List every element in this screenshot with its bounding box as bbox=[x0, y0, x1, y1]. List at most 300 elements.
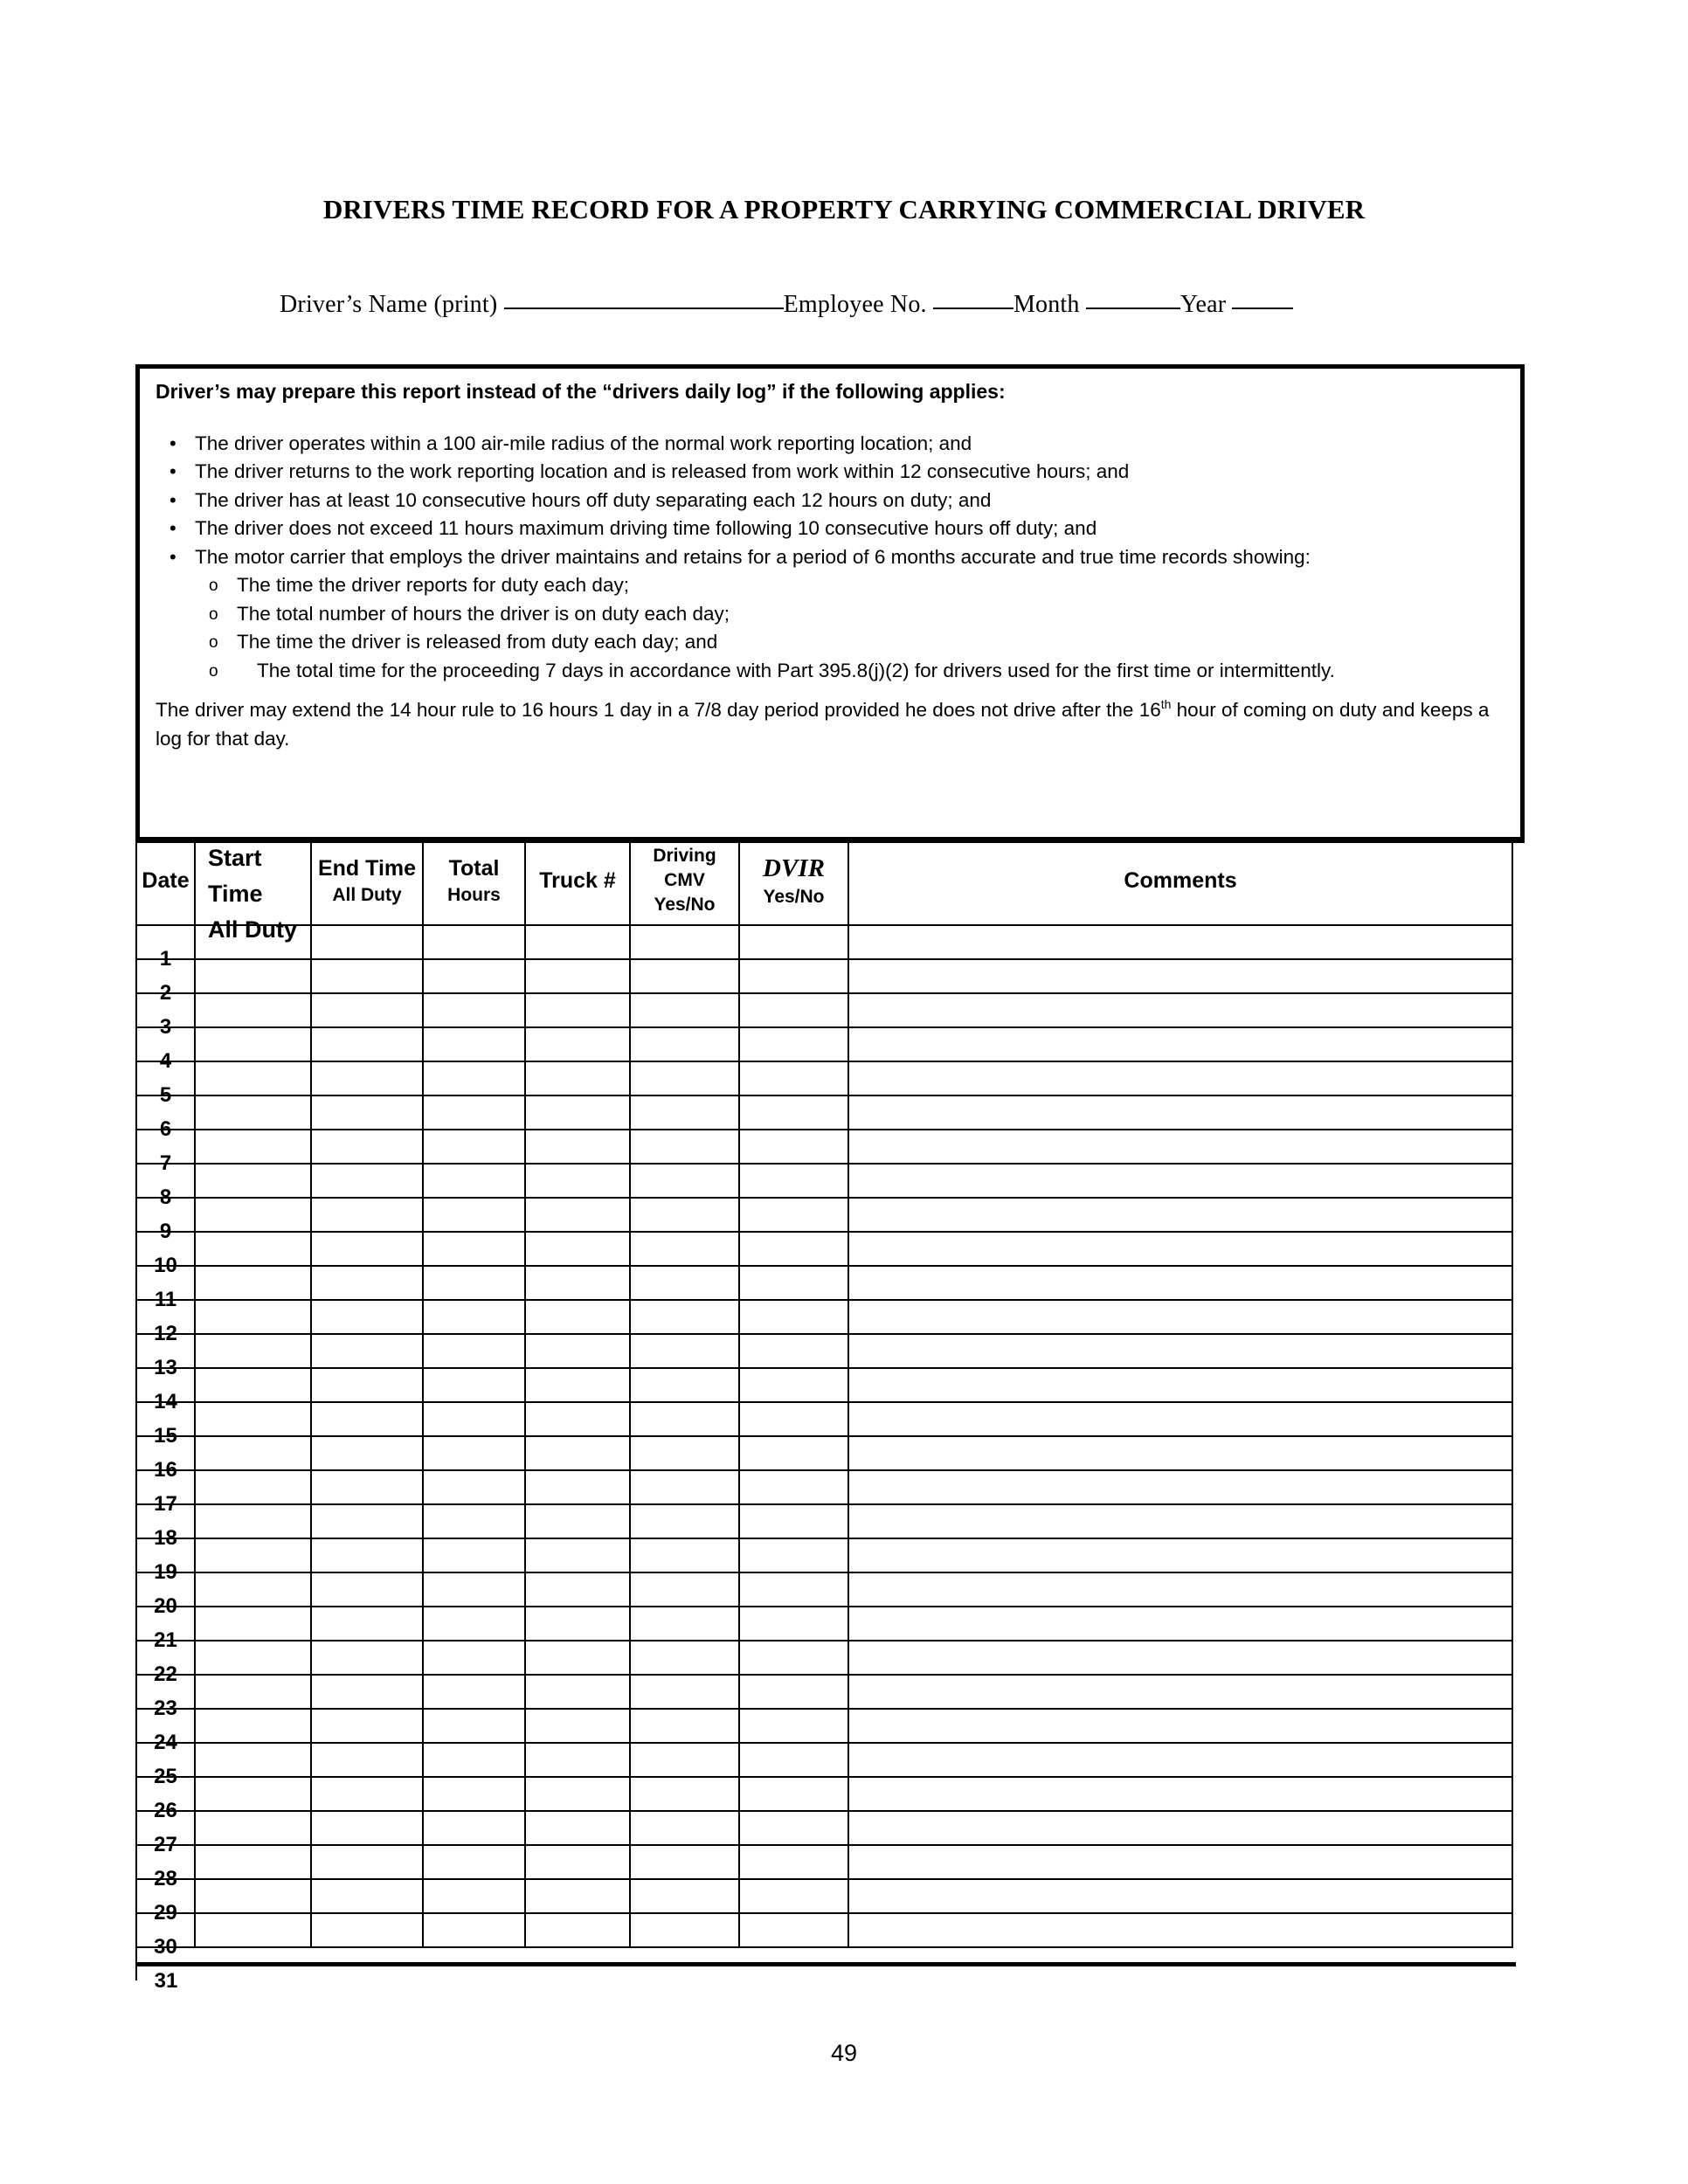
table-row bbox=[136, 1130, 1512, 1164]
cell-driving_cmv[interactable] bbox=[630, 1266, 739, 1300]
cell-comments[interactable] bbox=[848, 1334, 1512, 1368]
rule-bullet-text: The motor carrier that employs the driver maintains and retains for a period of 6 months accurate and true time records showing: bbox=[195, 545, 1311, 568]
cell-total_hours[interactable] bbox=[423, 1607, 525, 1641]
cell-truck[interactable] bbox=[525, 1300, 630, 1334]
cell-truck[interactable] bbox=[525, 1913, 630, 1947]
cell-date[interactable] bbox=[136, 1334, 195, 1379]
cell-dvir[interactable] bbox=[739, 1130, 848, 1164]
cell-start_time[interactable] bbox=[195, 1027, 311, 1061]
date-number: 1 bbox=[159, 947, 172, 971]
cell-comments[interactable] bbox=[848, 1913, 1512, 1947]
cell-comments[interactable] bbox=[848, 1232, 1512, 1266]
cell-date[interactable] bbox=[136, 1572, 195, 1618]
cell-date[interactable] bbox=[136, 1061, 195, 1107]
cell-dvir[interactable] bbox=[739, 1061, 848, 1095]
cell-dvir[interactable] bbox=[739, 1743, 848, 1777]
employee-no-input[interactable] bbox=[933, 288, 1013, 309]
cell-start_time[interactable] bbox=[195, 993, 311, 1027]
cell-comments[interactable] bbox=[848, 1470, 1512, 1504]
cell-start_time[interactable] bbox=[195, 1095, 311, 1130]
cell-end_time[interactable] bbox=[311, 1198, 423, 1232]
cell-start_time[interactable] bbox=[195, 1913, 311, 1947]
cell-dvir[interactable] bbox=[739, 1641, 848, 1675]
cell-driving_cmv[interactable] bbox=[630, 1300, 739, 1334]
cell-driving_cmv[interactable] bbox=[630, 1470, 739, 1504]
cell-comments[interactable] bbox=[848, 1027, 1512, 1061]
cell-total_hours[interactable] bbox=[423, 1845, 525, 1879]
cell-truck[interactable] bbox=[525, 1845, 630, 1879]
total-hours-sublabel: Hours bbox=[447, 884, 501, 905]
cell-comments[interactable] bbox=[848, 1095, 1512, 1130]
cell-start_time[interactable] bbox=[195, 1402, 311, 1436]
cell-total_hours[interactable] bbox=[423, 1913, 525, 1947]
date-number: 13 bbox=[154, 1356, 177, 1379]
cell-comments[interactable] bbox=[848, 1266, 1512, 1300]
cell-driving_cmv[interactable] bbox=[630, 1777, 739, 1811]
cell-comments[interactable] bbox=[848, 1368, 1512, 1402]
cell-end_time[interactable] bbox=[311, 959, 423, 993]
table-row bbox=[136, 1504, 1512, 1538]
cell-comments[interactable] bbox=[848, 1402, 1512, 1436]
cell-total_hours[interactable] bbox=[423, 1777, 525, 1811]
cell-total_hours[interactable] bbox=[423, 1811, 525, 1845]
cell-dvir[interactable] bbox=[739, 1504, 848, 1538]
cell-comments[interactable] bbox=[848, 1538, 1512, 1572]
cell-total_hours[interactable] bbox=[423, 1572, 525, 1607]
cell-comments[interactable] bbox=[848, 1061, 1512, 1095]
cell-comments[interactable] bbox=[848, 959, 1512, 993]
table-row bbox=[136, 1913, 1512, 1947]
cell-total_hours[interactable] bbox=[423, 1300, 525, 1334]
start-label-line3: All Duty bbox=[208, 916, 298, 943]
cell-driving_cmv[interactable] bbox=[630, 1402, 739, 1436]
cell-truck[interactable] bbox=[525, 1607, 630, 1641]
cell-date[interactable] bbox=[136, 1027, 195, 1073]
cell-comments[interactable] bbox=[848, 1198, 1512, 1232]
cell-driving_cmv[interactable] bbox=[630, 1198, 739, 1232]
cell-truck[interactable] bbox=[525, 1777, 630, 1811]
cell-date[interactable] bbox=[136, 1300, 195, 1345]
cell-date[interactable] bbox=[136, 1538, 195, 1584]
rule-bullet-text: The driver has at least 10 consecutive hours off duty separating each 12 hours on duty; and bbox=[195, 488, 992, 511]
cell-dvir[interactable] bbox=[739, 1470, 848, 1504]
cell-end_time[interactable] bbox=[311, 1232, 423, 1266]
cell-total_hours[interactable] bbox=[423, 1061, 525, 1095]
cell-driving_cmv[interactable] bbox=[630, 1164, 739, 1198]
cell-truck[interactable] bbox=[525, 1368, 630, 1402]
cell-comments[interactable] bbox=[848, 1709, 1512, 1743]
cell-end_time[interactable] bbox=[311, 1811, 423, 1845]
date-number: 15 bbox=[154, 1424, 177, 1448]
cell-dvir[interactable] bbox=[739, 1266, 848, 1300]
date-number: 29 bbox=[154, 1901, 177, 1925]
cell-comments[interactable] bbox=[848, 993, 1512, 1027]
table-row bbox=[136, 1095, 1512, 1130]
date-number: 19 bbox=[154, 1560, 177, 1584]
cell-truck[interactable] bbox=[525, 1027, 630, 1061]
rule-bullet-text: The driver operates within a 100 air-mile radius of the normal work reporting location; and bbox=[195, 432, 972, 454]
closing-paragraph-part2: hour of coming on duty and keeps a log for that day. bbox=[156, 699, 1490, 750]
cell-total_hours[interactable] bbox=[423, 1095, 525, 1130]
cell-total_hours[interactable] bbox=[423, 1130, 525, 1164]
cell-driving_cmv[interactable] bbox=[630, 1538, 739, 1572]
circle-marker-icon: o bbox=[209, 661, 218, 681]
cell-comments[interactable] bbox=[848, 1743, 1512, 1777]
cell-date[interactable] bbox=[136, 1675, 195, 1720]
cell-date[interactable] bbox=[136, 959, 195, 1005]
cell-total_hours[interactable] bbox=[423, 1470, 525, 1504]
cell-total_hours[interactable] bbox=[423, 1368, 525, 1402]
cell-date[interactable] bbox=[136, 1913, 195, 1959]
cell-start_time[interactable] bbox=[195, 1470, 311, 1504]
rule-bullet-item bbox=[156, 430, 1510, 459]
cell-driving_cmv[interactable] bbox=[630, 1675, 739, 1709]
cell-total_hours[interactable] bbox=[423, 1538, 525, 1572]
cell-dvir[interactable] bbox=[739, 1709, 848, 1743]
cell-start_time[interactable] bbox=[195, 1675, 311, 1709]
cell-dvir[interactable] bbox=[739, 1027, 848, 1061]
cell-start_time[interactable] bbox=[195, 959, 311, 993]
cell-start_time[interactable] bbox=[195, 1845, 311, 1879]
cell-end_time[interactable] bbox=[311, 1095, 423, 1130]
cell-end_time[interactable] bbox=[311, 1777, 423, 1811]
cell-start_time[interactable] bbox=[195, 1300, 311, 1334]
cell-dvir[interactable] bbox=[739, 1777, 848, 1811]
cell-truck[interactable] bbox=[525, 1811, 630, 1845]
cell-driving_cmv[interactable] bbox=[630, 1845, 739, 1879]
cell-truck[interactable] bbox=[525, 1130, 630, 1164]
cell-truck[interactable] bbox=[525, 1402, 630, 1436]
cell-total_hours[interactable] bbox=[423, 1709, 525, 1743]
cell-driving_cmv[interactable] bbox=[630, 1232, 739, 1266]
cell-end_time[interactable] bbox=[311, 925, 423, 959]
cell-start_time[interactable] bbox=[195, 1198, 311, 1232]
cell-date[interactable] bbox=[136, 1777, 195, 1822]
cell-date[interactable] bbox=[136, 1607, 195, 1652]
cell-date[interactable] bbox=[136, 1709, 195, 1754]
cell-comments[interactable] bbox=[848, 1504, 1512, 1538]
table-row bbox=[136, 1470, 1512, 1504]
cell-truck[interactable] bbox=[525, 959, 630, 993]
cell-dvir[interactable] bbox=[739, 1811, 848, 1845]
end-time-label: End Time bbox=[317, 855, 417, 881]
rules-sub-bullet-list bbox=[195, 571, 1510, 685]
cell-truck[interactable] bbox=[525, 1334, 630, 1368]
cell-driving_cmv[interactable] bbox=[630, 1913, 739, 1947]
cell-driving_cmv[interactable] bbox=[630, 1607, 739, 1641]
cell-truck[interactable] bbox=[525, 1232, 630, 1266]
cell-dvir[interactable] bbox=[739, 1436, 848, 1470]
cell-end_time[interactable] bbox=[311, 1913, 423, 1947]
cell-end_time[interactable] bbox=[311, 1743, 423, 1777]
cell-start_time[interactable] bbox=[195, 1130, 311, 1164]
cell-total_hours[interactable] bbox=[423, 1164, 525, 1198]
rule-sub-bullet-item bbox=[195, 600, 1510, 629]
date-number: 28 bbox=[154, 1867, 177, 1890]
cell-dvir[interactable] bbox=[739, 1232, 848, 1266]
ordinal-suffix: th bbox=[1160, 697, 1172, 712]
date-number: 31 bbox=[154, 1969, 178, 1993]
cell-dvir[interactable] bbox=[739, 1845, 848, 1879]
cell-date[interactable] bbox=[136, 1845, 195, 1890]
table-row bbox=[136, 1334, 1512, 1368]
cell-driving_cmv[interactable] bbox=[630, 1641, 739, 1675]
cell-dvir[interactable] bbox=[739, 1572, 848, 1607]
cell-total_hours[interactable] bbox=[423, 925, 525, 959]
cell-dvir[interactable] bbox=[739, 1538, 848, 1572]
rule-sub-bullet-text: The time the driver is released from duty each day; and bbox=[237, 631, 718, 653]
cell-comments[interactable] bbox=[848, 1845, 1512, 1879]
date-number: 30 bbox=[154, 1935, 177, 1959]
cell-dvir[interactable] bbox=[739, 1913, 848, 1947]
cell-dvir[interactable] bbox=[739, 1198, 848, 1232]
cell-total_hours[interactable] bbox=[423, 1436, 525, 1470]
cell-truck[interactable] bbox=[525, 1743, 630, 1777]
cell-total_hours[interactable] bbox=[423, 993, 525, 1027]
cell-dvir[interactable] bbox=[739, 1368, 848, 1402]
cell-end_time[interactable] bbox=[311, 1130, 423, 1164]
column-header-date-label: Date bbox=[142, 867, 190, 893]
cell-end_time[interactable] bbox=[311, 1061, 423, 1095]
cell-end_time[interactable] bbox=[311, 1334, 423, 1368]
cell-driving_cmv[interactable] bbox=[630, 1027, 739, 1061]
cell-date[interactable] bbox=[136, 1198, 195, 1243]
cell-date[interactable] bbox=[136, 1811, 195, 1856]
cell-end_time[interactable] bbox=[311, 1675, 423, 1709]
cell-truck[interactable] bbox=[525, 1538, 630, 1572]
cell-driving_cmv[interactable] bbox=[630, 1061, 739, 1095]
date-number: 12 bbox=[154, 1322, 177, 1345]
cell-dvir[interactable] bbox=[739, 1095, 848, 1130]
cell-dvir[interactable] bbox=[739, 993, 848, 1027]
cell-date[interactable] bbox=[136, 1436, 195, 1482]
cell-driving_cmv[interactable] bbox=[630, 1368, 739, 1402]
cell-end_time[interactable] bbox=[311, 1607, 423, 1641]
cell-comments[interactable] bbox=[848, 1675, 1512, 1709]
cell-truck[interactable] bbox=[525, 1675, 630, 1709]
cell-comments[interactable] bbox=[848, 1811, 1512, 1845]
cell-comments[interactable] bbox=[848, 1164, 1512, 1198]
cell-end_time[interactable] bbox=[311, 1641, 423, 1675]
rule-sub-bullet-item bbox=[195, 657, 1510, 686]
date-number: 7 bbox=[159, 1151, 172, 1175]
cell-date[interactable] bbox=[136, 1095, 195, 1141]
cell-comments[interactable] bbox=[848, 1130, 1512, 1164]
cell-date[interactable] bbox=[136, 1879, 195, 1925]
cell-end_time[interactable] bbox=[311, 1504, 423, 1538]
rule-sub-bullet-text: The time the driver reports for duty each day; bbox=[237, 574, 629, 597]
cell-end_time[interactable] bbox=[311, 1368, 423, 1402]
cell-truck[interactable] bbox=[525, 1641, 630, 1675]
cell-start_time[interactable] bbox=[195, 1811, 311, 1845]
cell-start_time[interactable] bbox=[195, 1504, 311, 1538]
cell-start_time[interactable] bbox=[195, 1436, 311, 1470]
cell-date[interactable] bbox=[136, 1470, 195, 1516]
date-number: 25 bbox=[154, 1765, 177, 1788]
cell-total_hours[interactable] bbox=[423, 1232, 525, 1266]
cell-end_time[interactable] bbox=[311, 1300, 423, 1334]
cell-dvir[interactable] bbox=[739, 1675, 848, 1709]
table-row bbox=[136, 925, 1512, 959]
cell-dvir[interactable] bbox=[739, 1879, 848, 1913]
cell-end_time[interactable] bbox=[311, 993, 423, 1027]
rule-bullet-text: The driver returns to the work reporting location and is released from work within 12 consecutive hours; and bbox=[195, 460, 1130, 483]
cell-end_time[interactable] bbox=[311, 1027, 423, 1061]
cell-dvir[interactable] bbox=[739, 1334, 848, 1368]
date-number: 21 bbox=[154, 1628, 177, 1652]
table-row bbox=[136, 1879, 1512, 1913]
cell-truck[interactable] bbox=[525, 993, 630, 1027]
cell-total_hours[interactable] bbox=[423, 1027, 525, 1061]
cell-dvir[interactable] bbox=[739, 1164, 848, 1198]
table-last-row-left-edge bbox=[135, 1930, 137, 1962]
cell-start_time[interactable] bbox=[195, 1572, 311, 1607]
dvir-sublabel: Yes/No bbox=[763, 887, 825, 908]
cell-end_time[interactable] bbox=[311, 1845, 423, 1879]
cell-truck[interactable] bbox=[525, 1266, 630, 1300]
cell-comments[interactable] bbox=[848, 1777, 1512, 1811]
driver-name-input[interactable] bbox=[504, 288, 784, 309]
cell-driving_cmv[interactable] bbox=[630, 1436, 739, 1470]
table-row bbox=[136, 1232, 1512, 1266]
table-row bbox=[136, 1198, 1512, 1232]
cell-end_time[interactable] bbox=[311, 1538, 423, 1572]
cell-start_time[interactable] bbox=[195, 1164, 311, 1198]
cell-truck[interactable] bbox=[525, 1572, 630, 1607]
cell-date[interactable] bbox=[136, 1641, 195, 1686]
cell-total_hours[interactable] bbox=[423, 1402, 525, 1436]
cell-end_time[interactable] bbox=[311, 1436, 423, 1470]
cell-comments[interactable] bbox=[848, 1879, 1512, 1913]
cell-dvir[interactable] bbox=[739, 1300, 848, 1334]
table-row bbox=[136, 993, 1512, 1027]
cell-comments[interactable] bbox=[848, 925, 1512, 959]
date-number: 17 bbox=[154, 1492, 177, 1516]
cell-end_time[interactable] bbox=[311, 1470, 423, 1504]
cell-comments[interactable] bbox=[848, 1641, 1512, 1675]
cell-comments[interactable] bbox=[848, 1300, 1512, 1334]
cell-truck[interactable] bbox=[525, 1709, 630, 1743]
cell-total_hours[interactable] bbox=[423, 1334, 525, 1368]
cell-driving_cmv[interactable] bbox=[630, 1743, 739, 1777]
cell-driving_cmv[interactable] bbox=[630, 1504, 739, 1538]
cell-driving_cmv[interactable] bbox=[630, 1334, 739, 1368]
table-row bbox=[136, 1027, 1512, 1061]
cell-truck[interactable] bbox=[525, 1164, 630, 1198]
table-row bbox=[136, 959, 1512, 993]
cell-driving_cmv[interactable] bbox=[630, 1572, 739, 1607]
date-number: 16 bbox=[154, 1458, 177, 1482]
cell-date[interactable] bbox=[136, 1743, 195, 1788]
cell-date[interactable] bbox=[136, 1266, 195, 1311]
table-row bbox=[136, 1572, 1512, 1607]
table-row bbox=[136, 1266, 1512, 1300]
cell-start_time[interactable] bbox=[195, 1061, 311, 1095]
cell-end_time[interactable] bbox=[311, 1164, 423, 1198]
cell-total_hours[interactable] bbox=[423, 1675, 525, 1709]
cell-start_time[interactable] bbox=[195, 1743, 311, 1777]
cell-driving_cmv[interactable] bbox=[630, 1879, 739, 1913]
cell-start_time[interactable] bbox=[195, 1777, 311, 1811]
cell-truck[interactable] bbox=[525, 1198, 630, 1232]
cell-date[interactable] bbox=[136, 925, 195, 971]
cell-end_time[interactable] bbox=[311, 1709, 423, 1743]
cell-start_time[interactable] bbox=[195, 1538, 311, 1572]
cell-truck[interactable] bbox=[525, 1470, 630, 1504]
cell-date[interactable] bbox=[136, 1164, 195, 1209]
cell-dvir[interactable] bbox=[739, 1607, 848, 1641]
cell-dvir[interactable] bbox=[739, 1402, 848, 1436]
cell-comments[interactable] bbox=[848, 1436, 1512, 1470]
cell-start_time[interactable] bbox=[195, 1266, 311, 1300]
cell-date[interactable] bbox=[136, 1232, 195, 1277]
table-row bbox=[136, 1061, 1512, 1095]
cell-end_time[interactable] bbox=[311, 1879, 423, 1913]
date-number: 8 bbox=[159, 1185, 172, 1209]
cell-total_hours[interactable] bbox=[423, 1879, 525, 1913]
cell-start_time[interactable] bbox=[195, 1879, 311, 1913]
cell-comments[interactable] bbox=[848, 1607, 1512, 1641]
cell-driving_cmv[interactable] bbox=[630, 993, 739, 1027]
cell-driving_cmv[interactable] bbox=[630, 959, 739, 993]
cell-start_time[interactable] bbox=[195, 1607, 311, 1641]
cell-total_hours[interactable] bbox=[423, 1198, 525, 1232]
table-row bbox=[136, 1368, 1512, 1402]
cell-driving_cmv[interactable] bbox=[630, 1709, 739, 1743]
date-number: 20 bbox=[154, 1594, 177, 1618]
cell-truck[interactable] bbox=[525, 1095, 630, 1130]
cell-total_hours[interactable] bbox=[423, 1504, 525, 1538]
truck-label: Truck # bbox=[539, 867, 616, 893]
cell-start_time[interactable] bbox=[195, 1709, 311, 1743]
table-bottom-border bbox=[135, 1962, 1516, 1966]
cell-start_time[interactable] bbox=[195, 1232, 311, 1266]
cell-driving_cmv[interactable] bbox=[630, 925, 739, 959]
cell-start_time[interactable] bbox=[195, 1368, 311, 1402]
cell-date[interactable] bbox=[136, 1402, 195, 1448]
cell-total_hours[interactable] bbox=[423, 959, 525, 993]
cell-total_hours[interactable] bbox=[423, 1641, 525, 1675]
cell-date[interactable] bbox=[136, 1368, 195, 1413]
cell-end_time[interactable] bbox=[311, 1572, 423, 1607]
cell-truck[interactable] bbox=[525, 1061, 630, 1095]
cell-truck[interactable] bbox=[525, 1504, 630, 1538]
cell-driving_cmv[interactable] bbox=[630, 1130, 739, 1164]
cell-total_hours[interactable] bbox=[423, 1743, 525, 1777]
cell-dvir[interactable] bbox=[739, 925, 848, 959]
cell-total_hours[interactable] bbox=[423, 1266, 525, 1300]
cell-date[interactable] bbox=[136, 1130, 195, 1175]
cell-truck[interactable] bbox=[525, 925, 630, 959]
cell-truck[interactable] bbox=[525, 1879, 630, 1913]
cell-end_time[interactable] bbox=[311, 1266, 423, 1300]
cell-driving_cmv[interactable] bbox=[630, 1095, 739, 1130]
cell-start_time[interactable] bbox=[195, 1334, 311, 1368]
driving-cmv-label: Driving CMV bbox=[653, 846, 716, 891]
cell-dvir[interactable] bbox=[739, 959, 848, 993]
driver-identification-line bbox=[280, 288, 1293, 319]
cell-truck[interactable] bbox=[525, 1436, 630, 1470]
cell-date[interactable] bbox=[136, 1504, 195, 1550]
time-record-table bbox=[135, 837, 1513, 1993]
cell-date[interactable] bbox=[136, 993, 195, 1039]
cell-driving_cmv[interactable] bbox=[630, 1811, 739, 1845]
year-input[interactable] bbox=[1232, 288, 1293, 309]
cell-end_time[interactable] bbox=[311, 1402, 423, 1436]
month-input[interactable] bbox=[1086, 288, 1180, 309]
cell-comments[interactable] bbox=[848, 1572, 1512, 1607]
cell-start_time[interactable] bbox=[195, 1641, 311, 1675]
